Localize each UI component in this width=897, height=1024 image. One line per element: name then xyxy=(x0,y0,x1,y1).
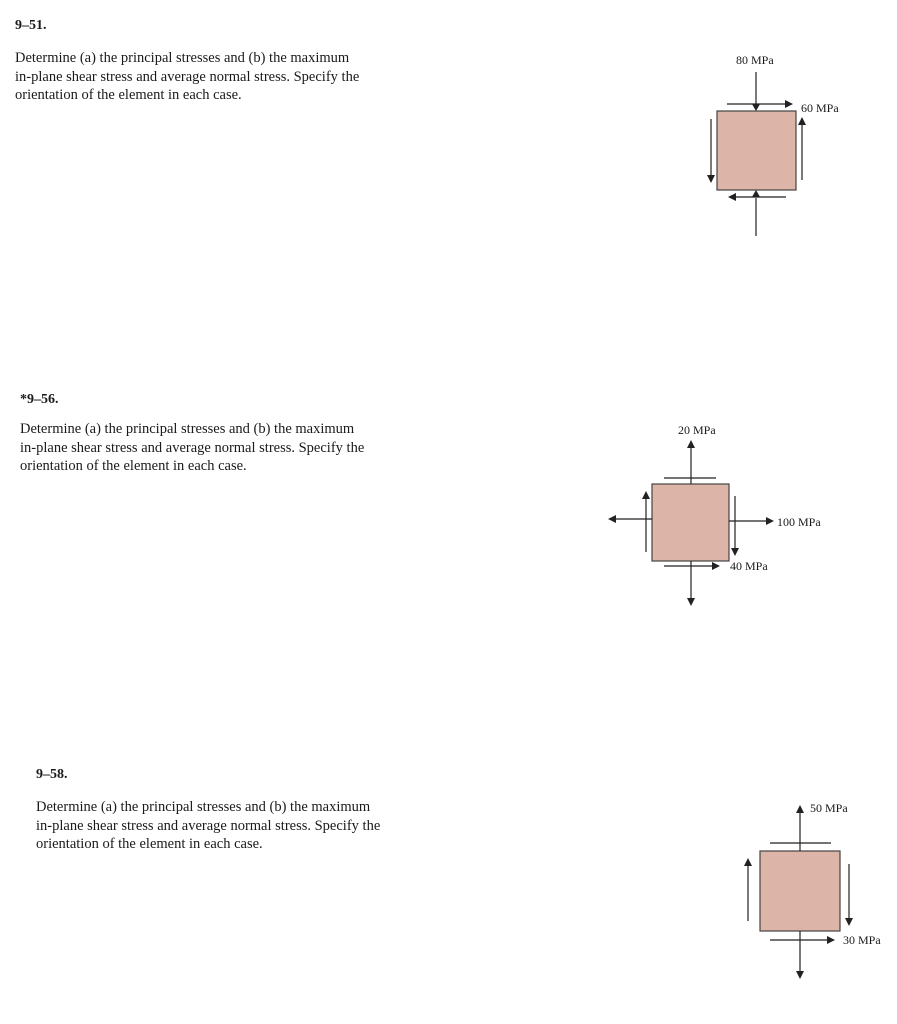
normal-stress-label: 50 MPa xyxy=(810,801,848,815)
statement-line: Determine (a) the principal stresses and (b) the maximum xyxy=(15,50,350,66)
arrow-head xyxy=(796,805,804,813)
problem-9-56-statement xyxy=(20,420,364,476)
arrow-head xyxy=(687,440,695,448)
arrow-head xyxy=(744,858,752,866)
arrow-head xyxy=(798,117,806,125)
arrow-head xyxy=(687,598,695,606)
problem-9-58-statement xyxy=(36,798,380,854)
arrow-head xyxy=(827,936,835,944)
arrow-head xyxy=(796,971,804,979)
vertical-stress-label: 20 MPa xyxy=(678,423,716,437)
arrow-head xyxy=(785,100,793,108)
statement-line: orientation of the element in each case. xyxy=(36,836,263,852)
statement-line: in-plane shear stress and average normal stress. Specify the xyxy=(15,68,360,85)
stress-element xyxy=(760,851,840,931)
stress-element xyxy=(717,111,796,190)
arrow-head xyxy=(752,190,760,197)
figure-9-58 xyxy=(744,801,881,979)
statement-line: Determine (a) the principal stresses and (b) the maximum xyxy=(20,421,355,437)
arrow-head xyxy=(728,193,736,201)
shear-stress-label: 40 MPa xyxy=(730,559,768,573)
arrow-head xyxy=(712,562,720,570)
arrow-head xyxy=(752,104,760,111)
shear-stress-label: 60 MPa xyxy=(801,101,839,115)
stress-element xyxy=(652,484,729,561)
arrow-head xyxy=(766,517,774,525)
statement-line: Determine (a) the principal stresses and (b) the maximum xyxy=(36,799,371,815)
statement-line: in-plane shear stress and average normal stress. Specify the xyxy=(20,439,365,456)
statement-line: orientation of the element in each case. xyxy=(15,87,242,103)
arrow-head xyxy=(707,175,715,183)
arrow-head xyxy=(845,918,853,926)
problem-9-56-number: *9–56. xyxy=(20,392,59,407)
arrow-head xyxy=(608,515,616,523)
statement-line: orientation of the element in each case. xyxy=(20,458,247,474)
figure-9-56 xyxy=(608,423,821,606)
shear-stress-label: 30 MPa xyxy=(843,933,881,947)
problem-9-58-number: 9–58. xyxy=(36,767,68,782)
arrow-head xyxy=(731,548,739,556)
problem-9-51-number: 9–51. xyxy=(15,18,47,33)
normal-stress-label: 80 MPa xyxy=(736,53,774,67)
figure-9-51 xyxy=(707,53,839,236)
statement-line: in-plane shear stress and average normal stress. Specify the xyxy=(36,817,381,834)
arrow-head xyxy=(642,491,650,499)
horizontal-stress-label: 100 MPa xyxy=(777,515,821,529)
